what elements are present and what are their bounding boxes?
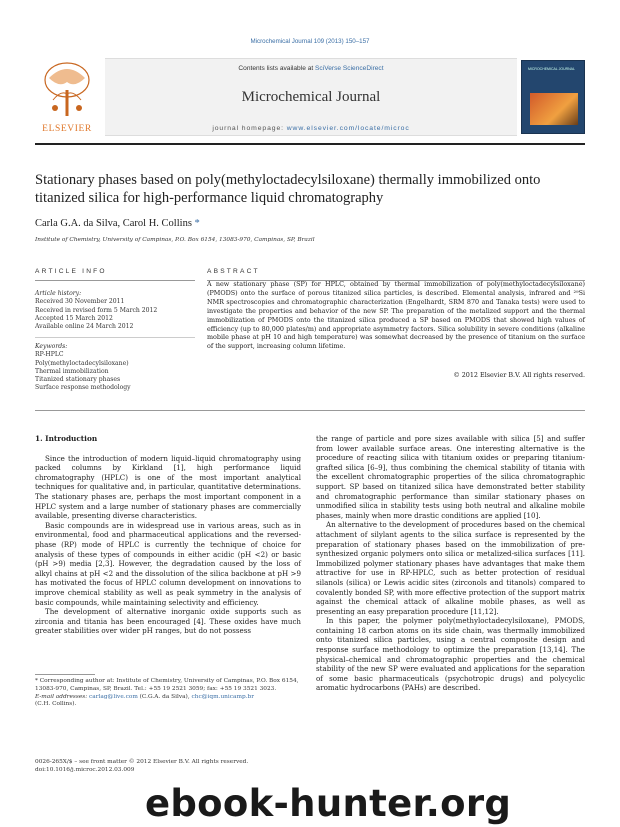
sciencedirect-link[interactable]: SciVerse ScienceDirect bbox=[315, 65, 384, 72]
homepage-link[interactable]: www.elsevier.com/locate/microc bbox=[286, 125, 410, 132]
journal-banner bbox=[105, 58, 517, 136]
body-paragraph: The development of alternative inorganic oxide supports such as zirconia and titania has been encouraged [4]. These oxides have much greater stabilities over wider pH ranges, but do not possess bbox=[35, 607, 301, 636]
affiliation: Institute of Chemistry, University of Campinas, P.O. Box 6154, 13083-970, Campinas, SP, Brazil bbox=[35, 237, 315, 243]
header-divider bbox=[35, 143, 585, 145]
article-identifiers bbox=[35, 759, 248, 775]
cover-image bbox=[530, 93, 578, 125]
footnote-rule bbox=[35, 674, 95, 675]
homepage-line bbox=[105, 125, 517, 132]
body-column-right bbox=[316, 434, 585, 693]
keywords-label: Keywords: bbox=[35, 343, 68, 350]
abstract-rule-bottom bbox=[35, 410, 585, 411]
footnote bbox=[35, 678, 301, 709]
doi-line[interactable]: doi:10.1016/j.microc.2012.03.009 bbox=[35, 766, 135, 773]
article-info-heading: ARTICLE INFO bbox=[35, 268, 107, 275]
body-paragraph: the range of particle and pore sizes available with silica [5] and suffer from lower available surface areas. One interesting alternative is the procedure of reacting silica with titanium oxides or preparing titanium-grafted silica [6–9], thus combining the chemical stability of titania with the excellent chromatographic properties of the silica chromatographic support. SP based on titanized silica have demonstrated better stability and chromatographic performance than similar stationary phases on unmodified silica in stability tests using both neutral and alkaline mobile phases, mainly when more drastic conditions are applied [10]. bbox=[316, 434, 585, 520]
cover-title: MICROCHEMICAL JOURNAL bbox=[528, 67, 575, 71]
email-link-2[interactable]: chc@iqm.unicamp.br bbox=[191, 693, 254, 700]
homepage-prefix: journal homepage: bbox=[212, 125, 287, 132]
corresponding-author-mark[interactable]: * bbox=[194, 218, 200, 229]
info-rule-mid bbox=[35, 337, 195, 338]
article-title: Stationary phases based on poly(methyloctadecylsiloxane) thermally immobilized onto titanized silica for high-performance liquid chromatography bbox=[35, 172, 541, 206]
watermark-text: ebook-hunter.org bbox=[145, 782, 512, 825]
elsevier-tree-icon bbox=[41, 60, 93, 118]
journal-citation: Microchemical Journal 109 (2013) 150–157 bbox=[250, 38, 370, 45]
keyword-item: Thermal immobilization bbox=[35, 367, 109, 375]
contents-prefix: Contents lists available at bbox=[238, 65, 316, 72]
author-names: Carla G.A. da Silva, Carol H. Collins bbox=[35, 218, 192, 229]
keyword-item: Poly(methyloctadecylsiloxane) bbox=[35, 359, 129, 367]
journal-cover-thumbnail bbox=[521, 60, 585, 134]
history-item: Accepted 15 March 2012 bbox=[35, 314, 113, 322]
article-history bbox=[35, 290, 195, 331]
email-link-1[interactable]: carlag@live.com bbox=[89, 693, 138, 700]
journal-name: Microchemical Journal bbox=[241, 89, 381, 105]
body-column-left bbox=[35, 434, 301, 636]
journal-header bbox=[35, 58, 585, 136]
history-item: Available online 24 March 2012 bbox=[35, 323, 134, 331]
abstract-text: A new stationary phase (SP) for HPLC, obtained by thermal immobilization of poly(methyloctadecylsiloxane) (PMODS) onto the surface of porous titanized silica particles, is described. Elemental analysis, infrared and ²⁹Si NMR spectroscopies and chromatographic characterization (Engelhardt, SRM 870 and Tanaka tests) were used to investigate the properties and behavior of the new SP. The preparation of the metalized support and the thermal immobilization of PMODS onto the titanized silica produced a SP based on PMODS that showed high values of efficiency (up to 80,000 plates/m) and appropriate asymmetry factors. Silica solubility in severe conditions (alkaline mobile phase at pH 10 and high temperature) was somewhat decreased by the presence of titanium on the surface of the support, increasing column lifetime. bbox=[207, 280, 585, 351]
elsevier-wordmark: ELSEVIER bbox=[42, 124, 92, 134]
author-list bbox=[35, 218, 200, 229]
email-label: E-mail addresses: bbox=[35, 693, 88, 700]
body-paragraph: In this paper, the polymer poly(methyloctadecylsiloxane), PMODS, containing 18 carbon atoms on its side chain, was thermally immobilized onto titanized silica particles, using a central composite design and response surface methodology to optimize the preparation [13,14]. The physical–chemical and chromatographic properties and the chemical stability of the new SP were evaluated and applications for the separation of some basic pharmaceuticals (psychotropic drugs) and polycyclic aromatic hydrocarbons (PAHs) are described. bbox=[316, 616, 585, 693]
abstract-heading: ABSTRACT bbox=[207, 268, 260, 275]
body-paragraph: An alternative to the development of procedures based on the chemical attachment of silylant agents to the silica surface is represented by the preparation of stationary phases based on the immobilization of pre-synthesized organic polymers onto silica or metalized-silica surfaces [11]. Immobilized polymer stationary phases have advantages that make them attractive for use in RP-HPLC, such as better protection of residual silanols (silica) or Lewis acidic sites (zirconols and titanols) compared to covalently bonded SP, with more effective protection of the support matrix against the chemical attack of alkaline mobile phases, as well as presenting an easy preparation procedure [11,12]. bbox=[316, 520, 585, 616]
history-item: Received 30 November 2011 bbox=[35, 298, 125, 306]
email-owner-2: (C.H. Collins). bbox=[35, 701, 77, 708]
keyword-item: Surface response methodology bbox=[35, 384, 131, 392]
elsevier-logo bbox=[35, 60, 99, 134]
keyword-item: RP-HPLC bbox=[35, 351, 64, 359]
body-paragraph: Since the introduction of modern liquid–liquid chromatography using packed columns by Kirkland [1], high performance liquid chromatography (HPLC) is one of the most important analytical techniques for qualitative and, in particular, quantitative determinations. The stationary phases are, perhaps the most important component in a HPLC system and a large number of stationary phases are commercially available, presenting diverse characteristics. bbox=[35, 453, 301, 521]
copyright-notice: © 2012 Elsevier B.V. All rights reserved. bbox=[453, 371, 585, 379]
section-heading: 1. Introduction bbox=[35, 434, 98, 443]
history-item: Received in revised form 5 March 2012 bbox=[35, 306, 158, 314]
corresponding-author-note: * Corresponding author at: Institute of Chemistry, University of Campinas, P.O. Box 6154, 13083-970, Campinas, SP, Brazil. Tel.: +55 19 2521 3059; fax: +55 19 3521 3023. bbox=[35, 678, 299, 692]
info-rule-top bbox=[35, 280, 195, 281]
history-label: Article history: bbox=[35, 290, 82, 297]
body-paragraph: Basic compounds are in widespread use in various areas, such as in environmental, food and pharmaceutical applications and the reversed-phase (RP) mode of HPLC is currently the technique of choice for analysis of these types of compounds in either acidic (pH <2) or basic (pH >9) media [2,3]. However, the degradation caused by the loss of alkyl chains at pH <2 and the dissolution of the silica backbone at pH >9 has motivated the focus of HPLC column development on innovations to improve chemical stability as well as peak symmetry in the analysis of basic compounds, while maintaining selectivity and efficiency. bbox=[35, 520, 301, 607]
contents-line bbox=[105, 65, 517, 72]
email-owner-1: (C.G.A. da Silva), bbox=[137, 693, 192, 700]
issn-line: 0026-265X/$ – see front matter © 2012 Elsevier B.V. All rights reserved. bbox=[35, 759, 249, 765]
keyword-item: Titanized stationary phases bbox=[35, 376, 121, 384]
keywords bbox=[35, 343, 195, 393]
